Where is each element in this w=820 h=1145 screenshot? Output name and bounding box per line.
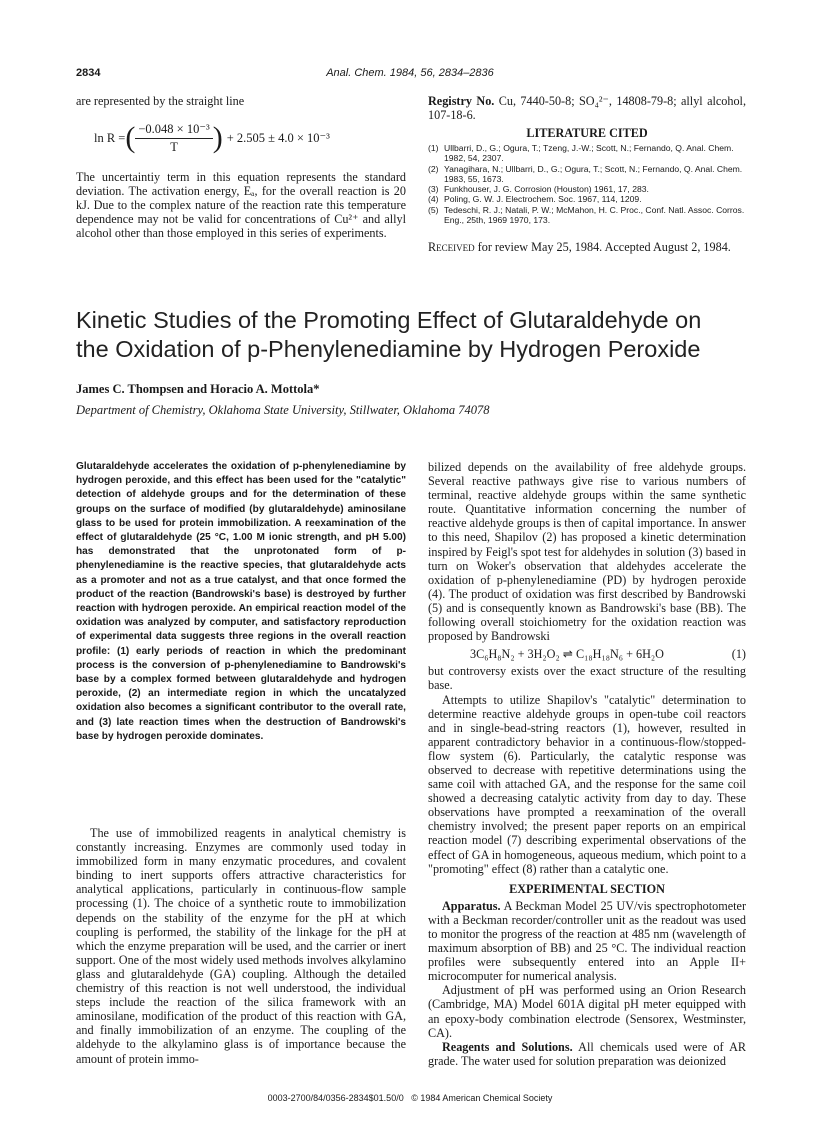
registry-block — [428, 94, 746, 122]
reference-list — [428, 143, 746, 225]
equation-numerator: −0.048 × 10⁻³ — [135, 121, 212, 139]
experimental-heading: EXPERIMENTAL SECTION — [509, 881, 665, 896]
reagents-label: Reagents and Solutions. — [442, 1039, 573, 1054]
right-paren: ) — [212, 121, 223, 154]
intro-line: are represented by the straight line — [76, 94, 245, 108]
received-line — [428, 240, 758, 254]
registry-label: Registry No. — [428, 94, 495, 108]
equation-denominator: T — [170, 140, 178, 154]
rate-equation — [94, 116, 414, 160]
registry-text: Cu, 7440-50-8; SO₄²⁻, 14808-79-8; allyl alcohol, 107-18-6. — [428, 94, 746, 123]
right-column — [428, 460, 746, 1068]
received-label: Received — [428, 240, 475, 254]
equation-fraction — [135, 121, 212, 155]
reference-item: (5) Tedeschi, R. J.; Natali, P. W.; McMahon, H. C. Proc., Conf. Natl. Assoc. Corros. Eng., 25th, 1969 1970, 173. — [428, 204, 745, 226]
uncertainty-paragraph: The uncertaintiy term in this equation represents the standard deviation. The activation energy, Eₐ, for the overall reaction is 20 kJ. Due to the complex nature of the reaction rate this temperature dependence may not be valid for concentrations of Cu²⁺ and allyl alcohol other than those employed in this series of experiments. — [76, 170, 406, 241]
left-paren: ( — [125, 121, 136, 154]
affiliation: Department of Chemistry, Oklahoma State University, Stillwater, Oklahoma 74078 — [76, 403, 490, 417]
intro-paragraph: The use of immobilized reagents in analytical chemistry is constantly increasing. Enzymes are commonly used today in immobilized form in many enzymatic procedures, and covalent binding to inert supports offers attractive characteristics for analytical applications, particularly in continuous-flow sample processing (1). The choice of a synthetic route to immobilization depends on the stability of the enzyme for the pH at which coupling is performed, the stability of the linkage for the pH at which the enzyme preparation will be used, and the carrier or inert support. One of the most widely used methods involves alkylamino glass and glutaraldehyde (GA) coupling. Although the detailed chemistry of this reaction is not well understood, the individual steps include the reaction of the silica framework with an aminosilane, modification of the product of this reaction with GA, and finally immobilization of an enzyme. The coupling of the aldehyde to the alkylamino glass is of importance because the amount of protein immo- — [76, 826, 406, 1066]
copyright-footer: 0003-2700/84/0356-2834$01.50/0 © 1984 American Chemical Society — [267, 1093, 553, 1103]
body-paragraph: bilized depends on the availability of free aldehyde groups. Several reactive pathways give rise to various numbers of terminal, reactive aldehyde groups within the same synthetic route. Quantitative information concerning the number of reactive aldehyde groups is then of capital importance. In answer to this need, Shapilov (2) has proposed a kinetic determination inspired by Feigl's spot test for aldehydes in solution (3) based in turn on Woker's observation that aldehydes accelerate the oxidation of p-phenylenediamine (PD) by hydrogen peroxide (4). The product of oxidation was first described by Bandrowski (5) and is consequently known as Bandrowski's base (BB). The following overall stoichiometry for the oxidation reaction was proposed by Bandrowski — [428, 460, 746, 644]
title-line-2: the Oxidation of p-Phenylenediamine by Hydrogen Peroxide — [76, 336, 701, 362]
reference-item: (4) Poling, G. W. J. Electrochem. Soc. 1967, 114, 1209. — [428, 194, 642, 205]
journal-citation: Anal. Chem. 1984, 56, 2834–2836 — [326, 67, 494, 79]
reagents-text: All chemicals used were of AR grade. The water used for solution preparation was deionized — [428, 1039, 746, 1068]
apparatus-text: A Beckman Model 25 UV/vis spectrophotometer with a Beckman recorder/controller unit as the readout was used to monitor the progress of the reaction at 485 nm (wavelength of maximum absorption of BB) and 25 °C. The individual reaction profiles were subsequently entered into an Apple II+ microcomputer for numerical analysis. — [428, 898, 746, 984]
reagents-paragraph — [428, 1040, 746, 1068]
article-title — [76, 306, 776, 364]
page-number: 2834 — [76, 67, 101, 79]
reference-item: (3) Funkhouser, J. G. Corrosion (Houston) 1961, 17, 283. — [428, 184, 649, 195]
equation-rhs: + 2.505 ± 4.0 × 10⁻³ — [226, 131, 330, 145]
stoichiometry-equation — [428, 647, 746, 661]
reference-item: (2) Yanagihara, N.; Ullbarri, D., G.; Ogura, T.; Scott, N.; Fernando, Q. Anal. Chem. 1983, 55, 1673. — [428, 163, 743, 184]
equation-lhs: ln R = — [94, 130, 126, 145]
title-line-1: Kinetic Studies of the Promoting Effect of Glutaraldehyde on — [76, 307, 702, 333]
apparatus-label: Apparatus. — [442, 898, 501, 913]
equation-text: 3C₆H₈N₂ + 3H₂O₂ ⇌ C₁₈H₁₈N₆ + 6H₂O — [470, 647, 664, 662]
authors: James C. Thompsen and Horacio A. Mottola* — [76, 382, 320, 396]
abstract: Glutaraldehyde accelerates the oxidation of p-phenylenediamine by hydrogen peroxide, and this effect has been used for the "catalytic" detection of aldehyde groups and for the determination of these groups on the surface of modified (by glutaraldehyde) aminosilane glass to be used for protein immobilization. A reexamination of the effect of glutaraldehyde (25 °C, 1.00 M ionic strength, and pH 5.00) has demonstrated that the unprotonated form of p-phenylenediamine is the reactive species, that glutaraldehyde acts as a promoter and not as a true catalyst, and that once formed the product of the reaction (Bandrowski's base) is destroyed by further reaction with hydrogen peroxide. An empirical reaction model of the oxidation was analyzed by computer, and satisfactory reproduction of experimental data suggests three regions in the overall reaction profile: (1) early periods of reaction in which the predominant process is the conversion of p-phenylenediamine to Bandrowski's base by a complex formed between glutaraldehyde and hydrogen peroxide, (2) an intermediate region in which the uncatalyzed oxidation also becomes a significant contributor to the overall rate, and (3) late reaction times when the destruction of Bandrowski's base by hydrogen peroxide dominates. — [76, 461, 406, 742]
body-paragraph: but controversy exists over the exact structure of the resulting base. — [428, 664, 746, 693]
equation-number: (1) — [731, 647, 746, 662]
ph-paragraph: Adjustment of pH was performed using an Orion Research (Cambridge, MA) Model 601A digital pH meter equipped with an epoxy-body combination electrode (Sensorex, Westminster, CA). — [428, 983, 746, 1040]
literature-cited-heading: LITERATURE CITED — [526, 126, 648, 140]
received-text: for review May 25, 1984. Accepted August 2, 1984. — [477, 240, 731, 254]
body-paragraph: Attempts to utilize Shapilov's "catalytic" determination to determine reactive aldehyde groups in open-tube coil reactors and in single-bead-string reactors (1), however, resulted in apparent contradictory behavior in a continuous-flow/stopped-flow system (6). Particularly, the catalytic response was observed to decrease with repetitive determinations using the same coil with attached GA, and the response for the same coil showed a decreasing catalytic activity from day to day. These observations have prompted a reexamination of the overall chemistry involved; the present paper reports on an empirical reaction model (7) describing experimental observations of the effect of GA in homogeneous, aqueous medium, which point to a "promoting" effect (8) rather than a catalytic one. — [428, 692, 746, 876]
reference-item: (1) Ullbarri, D., G.; Ogura, T.; Tzeng, J.-W.; Scott, N.; Fernando, Q. Anal. Chem. 1982, 54, 2307. — [428, 143, 734, 164]
apparatus-paragraph — [428, 899, 746, 984]
